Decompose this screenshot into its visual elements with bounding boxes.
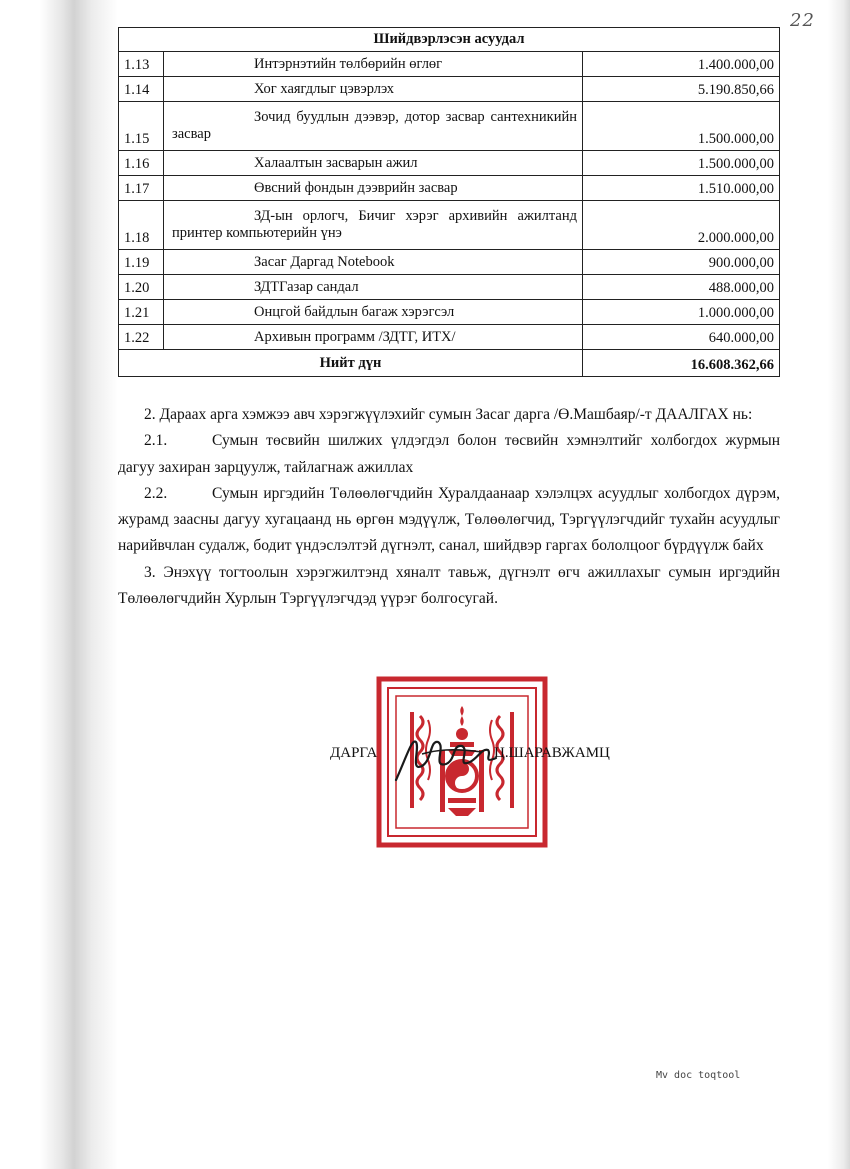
row-amount: 1.000.000,00 [583, 300, 780, 325]
row-description [164, 275, 583, 300]
row-description [164, 201, 583, 250]
row-number: 1.20 [119, 275, 164, 300]
signatory-name: Ц.ШАРАВЖАМЦ [494, 745, 610, 761]
row-description-text: ЗДТГазар сандал [254, 278, 359, 295]
row-amount: 1.400.000,00 [583, 52, 780, 77]
paragraph-3: 3. Энэхүү тогтоолын хэрэгжилтэнд хяналт тавьж, дүгнэлт өгч ажиллахыг сумын иргэдийн Төлөөлөгчдийн Хурлын Тэргүүлэгчдэд үүрэг болгосугай. [118, 563, 780, 608]
row-amount: 1.500.000,00 [583, 102, 780, 151]
row-amount: 1.510.000,00 [583, 176, 780, 201]
row-description [164, 151, 583, 176]
table-header-row [119, 28, 780, 52]
table-row [119, 201, 780, 250]
row-description-text: Өвсний фондын дээврийн засвар [254, 179, 458, 196]
table-row [119, 275, 780, 300]
row-amount: 2.000.000,00 [583, 201, 780, 250]
table-row [119, 300, 780, 325]
handwritten-signature [392, 728, 502, 788]
paragraph-2-1-number: 2.1. [144, 432, 168, 450]
row-number: 1.16 [119, 151, 164, 176]
row-description [164, 325, 583, 350]
paragraph-2-2-number: 2.2. [144, 484, 168, 502]
resolution-text [118, 402, 780, 612]
paragraph-2-1 [118, 428, 780, 481]
row-amount: 488.000,00 [583, 275, 780, 300]
table-total-row [119, 350, 780, 377]
row-amount: 1.500.000,00 [583, 151, 780, 176]
row-description-text: Онцгой байдлын багаж хэрэгсэл [254, 303, 455, 320]
row-number: 1.14 [119, 77, 164, 102]
row-description-text: Архивын программ /ЗДТГ, ИТХ/ [254, 328, 456, 345]
table-row [119, 250, 780, 275]
row-description [164, 102, 583, 151]
row-description-text: Интэрнэтийн төлбөрийн өглөг [254, 55, 443, 72]
row-amount: 5.190.850,66 [583, 77, 780, 102]
row-description-text: ЗД-ын орлогч, Бичиг хэрэг архивийн ажилтанд принтер компьютерийн үнэ [172, 208, 577, 241]
paragraph-2-2 [118, 481, 780, 560]
row-description [164, 250, 583, 275]
row-number: 1.18 [119, 201, 164, 250]
row-description [164, 52, 583, 77]
budget-table [118, 27, 780, 377]
row-description-text: Халаалтын засварын ажил [254, 154, 418, 171]
row-number: 1.21 [119, 300, 164, 325]
table-row [119, 325, 780, 350]
scan-left-shadow [0, 0, 120, 1169]
table-row [119, 176, 780, 201]
row-number: 1.15 [119, 102, 164, 151]
footer-watermark: Mv doc toqtool [656, 1070, 741, 1081]
row-number: 1.22 [119, 325, 164, 350]
total-amount: 16.608.362,66 [583, 350, 780, 377]
row-amount: 640.000,00 [583, 325, 780, 350]
paragraph-2-2-text: Сумын иргэдийн Төлөөлөгчдийн Хуралдаанаар хэлэлцэх асуудлыг холбогдох дүрэм, журамд заасны дагуу хугацаанд нь өргөн мэдүүлж, Төлөөлөгчид, Тэргүүлэгчдийг тухайн асуудлыг нарийвчлан судалж, бодит үндэслэлтэй дүгнэлт, санал, шийдвэр гаргах бололцоог бүрдүүлж байх [118, 484, 780, 555]
row-description [164, 176, 583, 201]
row-number: 1.19 [119, 250, 164, 275]
row-description-text: Хог хаягдлыг цэвэрлэх [254, 80, 394, 97]
scan-right-shadow [828, 0, 850, 1169]
row-number: 1.17 [119, 176, 164, 201]
table-row [119, 102, 780, 151]
row-number: 1.13 [119, 52, 164, 77]
row-description [164, 300, 583, 325]
paragraph-2-1-text: Сумын төсвийн шилжих үлдэгдэл болон төсвийн хэмнэлтийг холбогдох журмын дагуу захиран зарцуулж, тайлагнаж ажиллах [118, 432, 780, 476]
row-description-text: Зочид буудлын дээвэр, дотор засвар сантехникийн засвар [172, 109, 577, 142]
table-row [119, 151, 780, 176]
row-description [164, 77, 583, 102]
table-row [119, 52, 780, 77]
handwritten-page-number: 22 [790, 10, 815, 31]
row-description-text: Засаг Даргад Notebook [254, 253, 395, 270]
paragraph-2: 2. Дараах арга хэмжээ авч хэрэгжүүлэхийг сумын Засаг дарга /Ө.Машбаяр/-т ДААЛГАХ нь: [144, 406, 753, 423]
row-amount: 900.000,00 [583, 250, 780, 275]
table-row [119, 77, 780, 102]
table-header: Шийдвэрлэсэн асуудал [119, 28, 780, 52]
total-label: Нийт дүн [119, 350, 583, 377]
signatory-role: ДАРГА [330, 745, 378, 761]
